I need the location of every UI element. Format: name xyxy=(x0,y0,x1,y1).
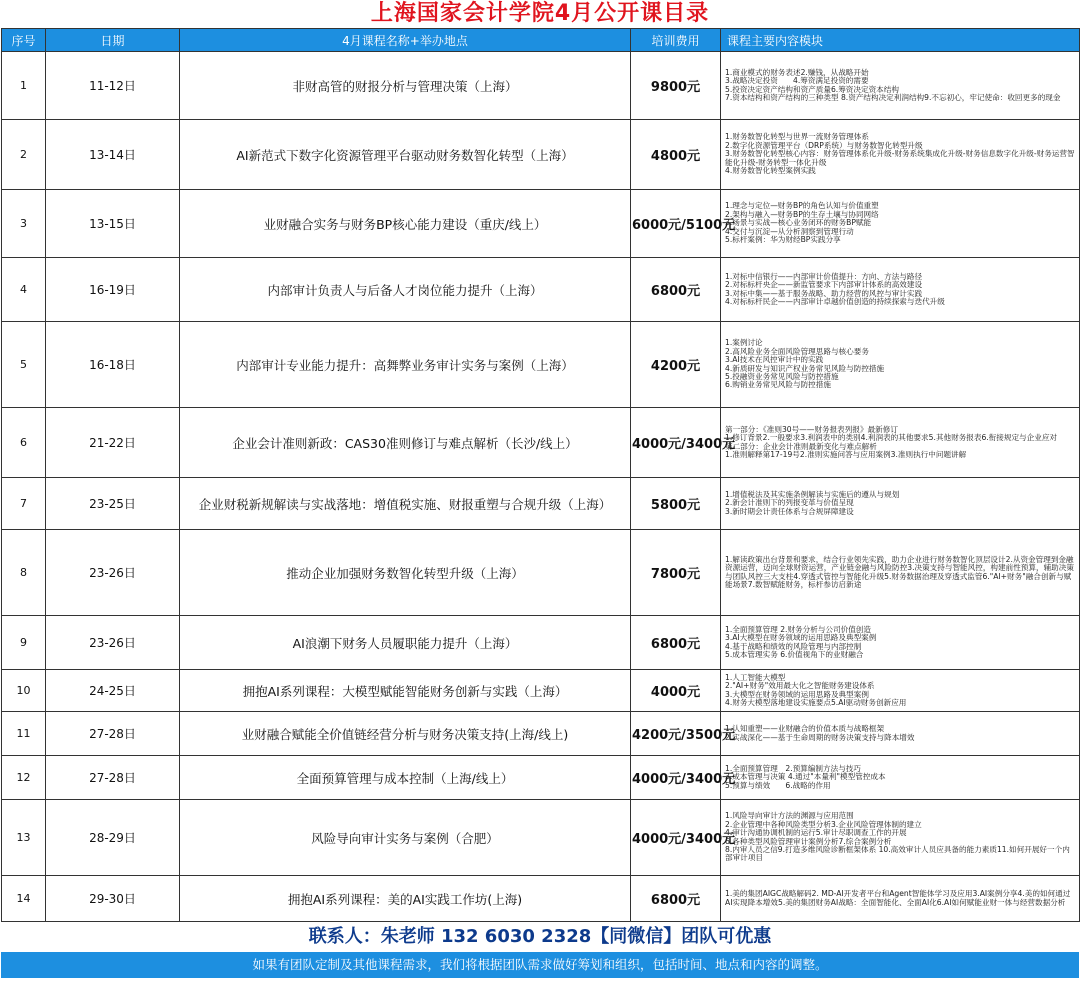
header-course-name: 4月课程名称+举办地点 xyxy=(180,29,631,52)
row-modules xyxy=(721,408,1080,478)
module-line: 5.投融资业务常见风险与防控措施 xyxy=(725,371,839,381)
row-modules xyxy=(721,120,1080,190)
row-modules xyxy=(721,478,1080,530)
row-course-name: 推动企业加强财务数智化转型升级（上海） xyxy=(180,530,631,616)
header-modules: 课程主要内容模块 xyxy=(721,29,1080,52)
row-fee: 4200元/3500元 xyxy=(631,712,721,756)
row-modules xyxy=(721,616,1080,670)
row-fee: 9800元 xyxy=(631,52,721,120)
row-date: 24-25日 xyxy=(46,670,180,712)
row-date: 27-28日 xyxy=(46,712,180,756)
table-row xyxy=(2,756,1080,800)
module-line: 2."AI+财务"效用最大化之智能财务建设体系 xyxy=(725,681,875,691)
module-line: 7.资本结构和资产结构的三种类型 8.资产结构决定利润结构9.不忘初心，牢记使命：收回更多的现金 xyxy=(725,92,1061,102)
row-course-name: 全面预算管理与成本控制（上海/线上） xyxy=(180,756,631,800)
module-line: 1.修订背景2.一般要求3.利润表中的类别4.利润表的其他要求5.其他财务报表6.衔接规定与企业应对 xyxy=(725,433,1058,443)
table-row xyxy=(2,670,1080,712)
module-line: 1.认知重塑——业财融合的价值本质与战略框架 xyxy=(725,724,885,734)
module-line: 2.企业管理中各种风险类型分析3.企业风险管理体制的建立 xyxy=(725,819,922,829)
row-course-name: 内部审计负责人与后备人才岗位能力提升（上海） xyxy=(180,258,631,322)
row-index: 7 xyxy=(2,478,46,530)
table-row xyxy=(2,52,1080,120)
module-line: 4.对标标杆民企——内部审计卓越价值创造的持续探索与迭代升级 xyxy=(725,296,945,306)
row-course-name: AI新范式下数字化资源管理平台驱动财务数智化转型（上海） xyxy=(180,120,631,190)
row-date: 27-28日 xyxy=(46,756,180,800)
row-modules xyxy=(721,52,1080,120)
row-index: 4 xyxy=(2,258,46,322)
module-line: 1.人工智能大模型 xyxy=(725,672,786,682)
row-index: 3 xyxy=(2,190,46,258)
contact-banner: 联系人：朱老师 132 6030 2328【同微信】团队可优惠 xyxy=(0,922,1080,952)
row-fee: 4000元 xyxy=(631,670,721,712)
row-fee: 4000元/3400元 xyxy=(631,800,721,876)
table-row xyxy=(2,530,1080,616)
row-date: 21-22日 xyxy=(46,408,180,478)
table-row xyxy=(2,120,1080,190)
row-course-name: AI浪潮下财务人员履职能力提升（上海） xyxy=(180,616,631,670)
module-line: 5.投资决定资产结构和资产质量6.筹资决定资本结构 xyxy=(725,84,899,94)
module-line: 3.大模型在财务领域的运用思路及典型案例 xyxy=(725,689,869,699)
row-course-name: 企业会计准则新政：CAS30准则修订与难点解析（长沙/线上） xyxy=(180,408,631,478)
module-line: 2.新会计准则下的列报变革与价值呈现 xyxy=(725,498,854,508)
module-line: 4.审计沟通协调机制的运行5.审计尽职调查工作的开展 xyxy=(725,828,907,838)
module-line: 1.全面预算管理 2.财务分析与公司价值创造 xyxy=(725,624,871,634)
row-fee: 4000元/3400元 xyxy=(631,756,721,800)
module-line: 1.增值税法及其实施条例解读与实施后的遵从与规划 xyxy=(725,489,900,499)
row-modules xyxy=(721,322,1080,408)
row-index: 2 xyxy=(2,120,46,190)
module-line: 2.架构与融入—财务BP的生存土壤与协同网络 xyxy=(725,209,879,219)
module-line: 1.准则解释第17-19号2.准则实施问答与应用案例3.准则执行中问题讲解 xyxy=(725,449,967,459)
module-line: 6.各种类型风险管理审计案例分析7.综合案例分析 xyxy=(725,836,892,846)
row-course-name: 拥抱AI系列课程：美的AI实践工作坊(上海) xyxy=(180,876,631,922)
module-line: 3.AI技术在风控审计中的实践 xyxy=(725,355,824,365)
module-line: 4.财务数智化转型案例实践 xyxy=(725,166,816,176)
row-index: 5 xyxy=(2,322,46,408)
module-line: 2.数字化资源管理平台（DRP系统）与财务数智化转型升级 xyxy=(725,140,923,150)
module-line: 3.成本管理与决策 4.通过"本量利"模型管控成本 xyxy=(725,772,886,782)
row-course-name: 业财融合实务与财务BP核心能力建设（重庆/线上） xyxy=(180,190,631,258)
module-line: 2.实战深化——基于生命周期的财务决策支持与降本增效 xyxy=(725,732,915,742)
module-line: 4.基于战略和绩效的风险管理与内部控制 xyxy=(725,641,862,651)
row-fee: 6000元/5100元 xyxy=(631,190,721,258)
row-fee: 6800元 xyxy=(631,876,721,922)
row-modules xyxy=(721,258,1080,322)
module-line: 4.新质研发与知识产权业务常见风险与防控措施 xyxy=(725,363,885,373)
row-index: 1 xyxy=(2,52,46,120)
row-fee: 5800元 xyxy=(631,478,721,530)
row-date: 23-25日 xyxy=(46,478,180,530)
header-fee: 培训费用 xyxy=(631,29,721,52)
module-line: 1.案例讨论 xyxy=(725,338,763,348)
table-row xyxy=(2,190,1080,258)
row-index: 13 xyxy=(2,800,46,876)
module-line: 2.对标标杆央企——新监管要求下内部审计体系的高效建设 xyxy=(725,280,923,290)
row-date: 23-26日 xyxy=(46,616,180,670)
module-line: 4.财务大模型落地建设实施要点5.AI驱动财务创新应用 xyxy=(725,697,907,707)
module-line: 4.交付与沉淀—从分析洞察到管理行动 xyxy=(725,226,854,236)
module-line: 6.购销业务常见风险与防控措施 xyxy=(725,380,831,390)
row-modules xyxy=(721,756,1080,800)
row-course-name: 非财高管的财报分析与管理决策（上海） xyxy=(180,52,631,120)
table-header-row xyxy=(2,29,1080,52)
row-index: 14 xyxy=(2,876,46,922)
row-modules xyxy=(721,670,1080,712)
row-index: 9 xyxy=(2,616,46,670)
table-row xyxy=(2,876,1080,922)
row-date: 23-26日 xyxy=(46,530,180,616)
course-table xyxy=(1,28,1080,922)
module-line: 第一部分：《准则30号——财务报表列报》最新修订 xyxy=(725,424,898,434)
module-line: 1.风险导向审计方法的渊源与应用范围 xyxy=(725,811,854,821)
row-date: 16-19日 xyxy=(46,258,180,322)
module-line: 5.预算与绩效 6.战略的作用 xyxy=(725,780,831,790)
row-index: 11 xyxy=(2,712,46,756)
page-title: 上海国家会计学院4月公开课目录 xyxy=(370,1,710,26)
row-fee: 4200元 xyxy=(631,322,721,408)
table-row xyxy=(2,408,1080,478)
table-row xyxy=(2,800,1080,876)
row-course-name: 内部审计专业能力提升：高舞弊业务审计实务与案例（上海） xyxy=(180,322,631,408)
module-line: 3.对标中集——基于服务战略、助力经营的风控与审计实践 xyxy=(725,288,923,298)
row-index: 6 xyxy=(2,408,46,478)
module-line: 5.成本管理实务 6.价值视角下的业财融合 xyxy=(725,649,864,659)
row-index: 12 xyxy=(2,756,46,800)
module-line: 3.场景与实战—核心业务闭环的财务BP赋能 xyxy=(725,218,872,228)
row-index: 8 xyxy=(2,530,46,616)
module-line: 3.AI大模型在财务领域的运用思路及典型案例 xyxy=(725,633,877,643)
header-index: 序号 xyxy=(2,29,46,52)
row-date: 28-29日 xyxy=(46,800,180,876)
row-modules xyxy=(721,190,1080,258)
row-date: 13-15日 xyxy=(46,190,180,258)
footer-note: 如果有团队定制及其他课程需求，我们将根据团队需求做好筹划和组织，包括时间、地点和内容的调整。 xyxy=(1,952,1079,978)
row-course-name: 拥抱AI系列课程：大模型赋能智能财务创新与实践（上海） xyxy=(180,670,631,712)
row-date: 29-30日 xyxy=(46,876,180,922)
row-fee: 6800元 xyxy=(631,616,721,670)
module-line: 3.财务数智化转型核心内容：财务管理体系化升级-财务系统集成化升级-财务信息数字化升级-财务运营智能化升级-财务转型一体化升级 xyxy=(725,149,1075,167)
module-line: 1.全面预算管理 2.预算编制方法与技巧 xyxy=(725,763,861,773)
module-line: 1.对标中信银行——内部审计价值提升：方向、方法与路径 xyxy=(725,271,923,281)
table-row xyxy=(2,616,1080,670)
module-line: 1.财务数智化转型与世界一流财务管理体系 xyxy=(725,132,869,142)
table-row xyxy=(2,712,1080,756)
row-modules xyxy=(721,876,1080,922)
row-course-name: 企业财税新规解读与实战落地：增值税实施、财报重塑与合规升级（上海） xyxy=(180,478,631,530)
module-line: 2.高风险业务全面风险管理思路与核心要务 xyxy=(725,346,869,356)
module-line: 5.标杆案例：华为财经BP实践分享 xyxy=(725,235,841,245)
module-line: 1.解读政策出台背景和要求，结合行业领先实践，助力企业进行财务数智化顶层设计2.从资金管理到金融资源运营，迈向全球财资运营，产业链金融与风险防控3.决策支持与智能风控，构建前性预算，辅助决策与团队风控三大支柱4.穿透式管控与智能化升级5.财务数据治理及穿透式监管6."AI+财务"融合创新与赋能场景7.数智赋能财务，标杆参访启新途 xyxy=(725,554,1074,589)
row-course-name: 业财融合赋能全价值链经营分析与财务决策支持(上海/线上) xyxy=(180,712,631,756)
row-date: 11-12日 xyxy=(46,52,180,120)
row-index: 10 xyxy=(2,670,46,712)
row-fee: 6800元 xyxy=(631,258,721,322)
module-line: 1.美的集团AIGC战略解码2. MD-AI开发者平台和Agent智能体学习及应用3.AI案例分享4.美的如何通过AI实现降本增效5.美的集团财务AI战略：全面智能化、全面AI化6.AI如何赋能业财一体与经营数据分析 xyxy=(725,889,1071,907)
header-date: 日期 xyxy=(46,29,180,52)
table-body xyxy=(2,52,1080,922)
row-fee: 4000元/3400元 xyxy=(631,408,721,478)
module-line: 1.商业模式的财务表述2.赚钱，从战略开始 xyxy=(725,67,869,77)
module-line: 3.战略决定投资 4.筹资满足投资的需要 xyxy=(725,76,869,86)
module-line: 第二部分：企业会计准则最新变化与难点解析 xyxy=(725,441,877,451)
row-modules xyxy=(721,800,1080,876)
row-course-name: 风险导向审计实务与案例（合肥） xyxy=(180,800,631,876)
row-date: 13-14日 xyxy=(46,120,180,190)
row-fee: 7800元 xyxy=(631,530,721,616)
row-fee: 4800元 xyxy=(631,120,721,190)
row-date: 16-18日 xyxy=(46,322,180,408)
row-modules xyxy=(721,712,1080,756)
table-row xyxy=(2,478,1080,530)
module-line: 1.理念与定位—财务BP的角色认知与价值重塑 xyxy=(725,201,879,211)
row-modules xyxy=(721,530,1080,616)
module-line: 3.新时期会计责任体系与合规屏障建设 xyxy=(725,506,854,516)
module-line: 8.内审人员之信9.打造多维风险诊断框架体系 10.高效审计人员应具备的能力素质11.如何开展好一个内部审计项目 xyxy=(725,844,1070,863)
table-row xyxy=(2,322,1080,408)
table-row xyxy=(2,258,1080,322)
